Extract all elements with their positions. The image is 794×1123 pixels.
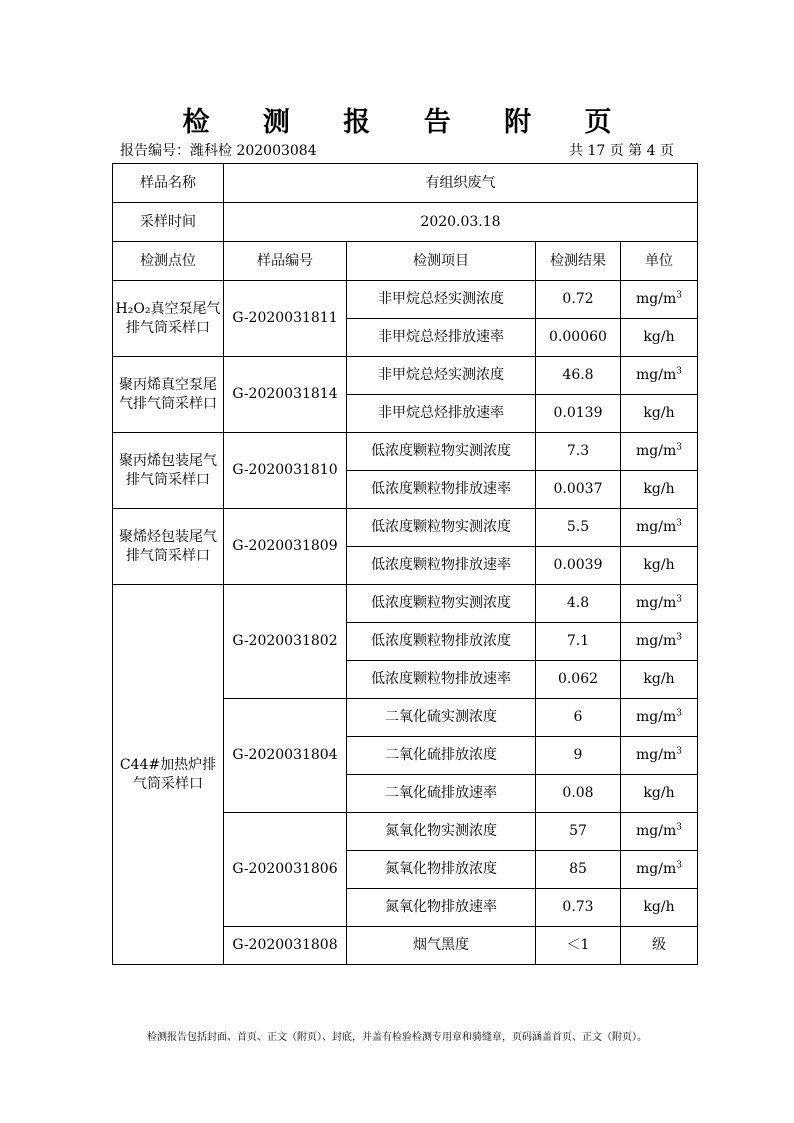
sampling-time-row [113,203,698,242]
table-row [113,509,698,547]
unit-cell: $mg/m^3$ [621,585,698,623]
sample-number-cell: G-2020031810 [224,433,347,509]
test-item-cell: 二氧化硫实测浓度 [347,699,536,737]
report-number: 报告编号：潍科检 202003084 [120,143,317,159]
test-item-cell: 二氧化硫排放速率 [347,775,536,813]
test-result-cell: 0.00060 [536,319,621,357]
table-row [113,585,698,623]
header-sample-no: 样品编号 [224,242,347,281]
report-table [112,163,698,965]
test-result-cell: 0.72 [536,281,621,319]
test-result-cell: 7.3 [536,433,621,471]
sample-number-cell: G-2020031808 [224,927,347,965]
unit-cell: kg/h [621,547,698,585]
table-row [113,281,698,319]
page-title: 检 测 报 告 附 页 [182,107,634,138]
sample-name-value: 有组织废气 [224,164,698,203]
test-result-cell: ＜1 [536,927,621,965]
sampling-point-cell: 聚烯烃包装尾气排气筒采样口 [113,509,224,585]
test-item-cell: 低浓度颗粒物实测浓度 [347,433,536,471]
unit-cell: kg/h [621,661,698,699]
test-item-cell: 低浓度颗粒物排放速率 [347,547,536,585]
unit-cell: $mg/m^3$ [621,623,698,661]
test-item-cell: 氮氧化物实测浓度 [347,813,536,851]
sample-name-row [113,164,698,203]
test-result-cell: 5.5 [536,509,621,547]
test-item-cell: 非甲烷总烃排放速率 [347,319,536,357]
test-result-cell: 9 [536,737,621,775]
sample-number-cell: G-2020031804 [224,699,347,813]
sample-name-label: 样品名称 [113,164,224,203]
sample-number-cell: G-2020031811 [224,281,347,357]
test-result-cell: 0.08 [536,775,621,813]
header-unit: 单位 [621,242,698,281]
test-item-cell: 低浓度颗粒物排放速率 [347,471,536,509]
header-point: 检测点位 [113,242,224,281]
test-result-cell: 0.0037 [536,471,621,509]
test-item-cell: 氮氧化物排放浓度 [347,851,536,889]
test-result-cell: 4.8 [536,585,621,623]
sample-number-cell: G-2020031806 [224,813,347,927]
header-result: 检测结果 [536,242,621,281]
test-result-cell: 0.73 [536,889,621,927]
test-result-cell: 85 [536,851,621,889]
test-item-cell: 烟气黑度 [347,927,536,965]
test-item-cell: 低浓度颗粒物实测浓度 [347,585,536,623]
test-item-cell: 低浓度颗粒物排放浓度 [347,623,536,661]
sample-number-cell: G-2020031802 [224,585,347,699]
header-item: 检测项目 [347,242,536,281]
test-result-cell: 0.062 [536,661,621,699]
sampling-point-cell: 聚丙烯包装尾气排气筒采样口 [113,433,224,509]
test-item-cell: 低浓度颗粒物实测浓度 [347,509,536,547]
test-item-cell: 非甲烷总烃排放速率 [347,395,536,433]
unit-cell: kg/h [621,889,698,927]
unit-cell: kg/h [621,395,698,433]
test-item-cell: 氮氧化物排放速率 [347,889,536,927]
unit-cell: 级 [621,927,698,965]
table-row [113,433,698,471]
unit-cell: $mg/m^3$ [621,699,698,737]
test-result-cell: 0.0139 [536,395,621,433]
unit-cell: kg/h [621,471,698,509]
test-item-cell: 非甲烷总烃实测浓度 [347,281,536,319]
sample-number-cell: G-2020031809 [224,509,347,585]
test-result-cell: 46.8 [536,357,621,395]
unit-cell: $mg/m^3$ [621,851,698,889]
sampling-time-value: 2020.03.18 [224,203,698,242]
sampling-point-cell: 聚丙烯真空泵尾气排气筒采样口 [113,357,224,433]
sample-number-cell: G-2020031814 [224,357,347,433]
unit-cell: kg/h [621,775,698,813]
table-row [113,357,698,395]
test-result-cell: 0.0039 [536,547,621,585]
unit-cell: $mg/m^3$ [621,509,698,547]
unit-cell: $mg/m^3$ [621,433,698,471]
test-item-cell: 非甲烷总烃实测浓度 [347,357,536,395]
footer-note: 检测报告包括封面、首页、正文（附页）、封底，并盖有检验检测专用章和骑缝章，页码涵盖首页、正文（附页）。 [147,1032,647,1043]
page-info: 共 17 页 第 4 页 [569,143,674,159]
test-result-cell: 7.1 [536,623,621,661]
unit-cell: $mg/m^3$ [621,357,698,395]
sampling-point-cell: H₂O₂真空泵尾气排气筒采样口 [113,281,224,357]
test-item-cell: 二氧化硫排放浓度 [347,737,536,775]
sampling-point-cell: C44#加热炉排气筒采样口 [113,585,224,965]
unit-cell: kg/h [621,319,698,357]
test-result-cell: 6 [536,699,621,737]
test-item-cell: 低浓度颗粒物排放速率 [347,661,536,699]
unit-cell: $mg/m^3$ [621,737,698,775]
test-result-cell: 57 [536,813,621,851]
unit-cell: $mg/m^3$ [621,281,698,319]
unit-cell: $mg/m^3$ [621,813,698,851]
sampling-time-label: 采样时间 [113,203,224,242]
table-header-row [113,242,698,281]
